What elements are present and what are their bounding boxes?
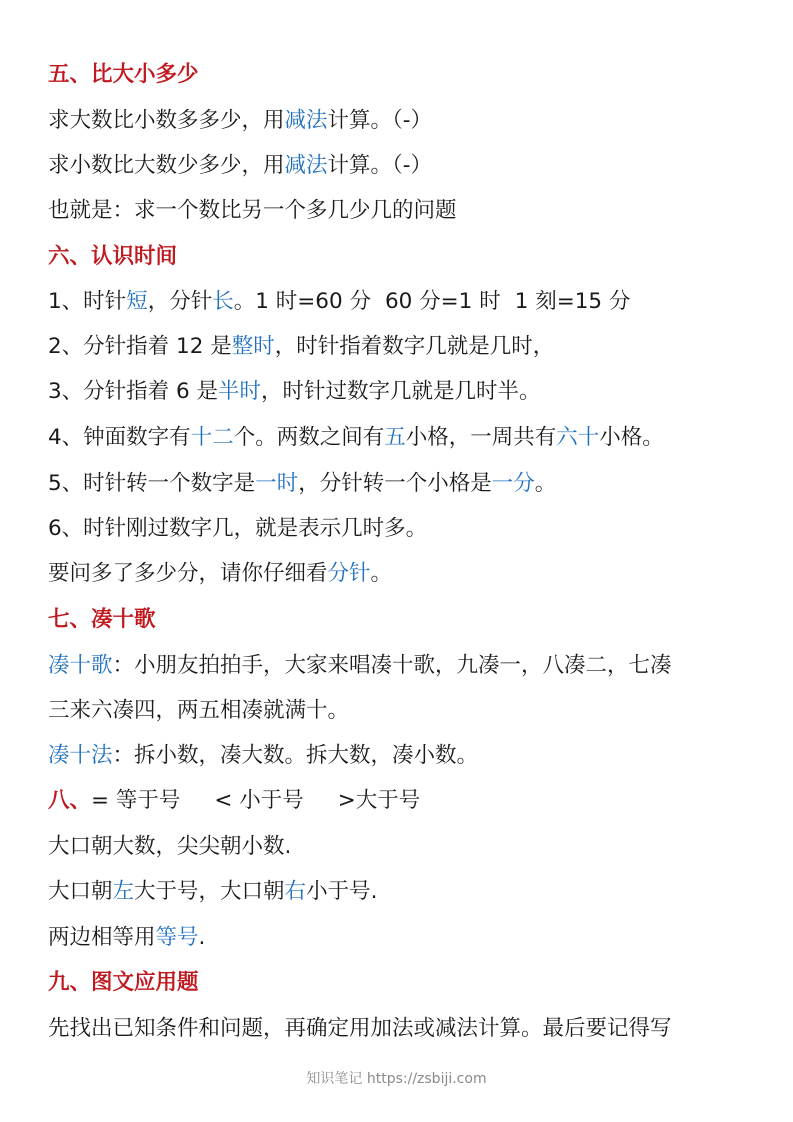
text: ：小朋友拍拍手，大家来唱凑十歌，九凑一，八凑二，七凑 [112,653,672,678]
heading-number: 八、 [48,788,92,813]
s5-line-3: 也就是：求一个数比另一个多几少几的问题 [48,198,457,223]
s8-line-3 [48,923,757,953]
highlight: 右 [284,879,307,904]
highlight: 六十 [556,425,600,450]
s8-line-1: 大口朝大数，尖尖朝小数. [48,834,292,859]
text: . [198,925,206,950]
s5-line-2 [48,151,757,181]
s6-line-4 [48,423,757,453]
text: 60 分=1 时 [384,289,501,314]
highlight: 半时 [218,379,262,404]
s6-line-3 [48,377,757,407]
highlight: 凑十法 [48,743,113,768]
highlight: 减法 [284,153,328,178]
text: < 小于号 [214,788,304,813]
s5-line-1 [48,106,757,136]
s6-line-5 [48,469,757,499]
s6-line-6: 6、时针刚过数字几，就是表示几时多。 [48,516,428,541]
highlight: 一分 [491,471,535,496]
text: ，时针指着数字几就是几时， [274,334,555,359]
highlight: 等号 [155,925,199,950]
highlight: 左 [112,879,135,904]
text: >大于号 [337,788,421,813]
text: 大于号，大口朝 [134,879,285,904]
section-5-heading: 五、比大小多少 [48,62,199,87]
highlight: 减法 [284,108,328,133]
highlight: 短 [126,289,148,314]
highlight: 分针 [327,561,371,586]
text: 1 刻=15 分 [514,289,631,314]
s6-line-7 [48,559,757,589]
text: ，时针过数字几就是几时半。 [261,379,541,404]
text: 。 [534,471,557,496]
highlight: 十二 [190,425,234,450]
highlight: 长 [212,289,234,314]
s6-line-2 [48,332,757,362]
text: 要问多了多少分，请你仔细看 [48,561,328,586]
text: 两边相等用 [48,925,156,950]
text: ：拆小数，凑大数。拆大数，凑小数。 [112,743,479,768]
section-9-heading: 九、图文应用题 [48,970,199,995]
s9-line-1: 先找出已知条件和问题，再确定用加法或减法计算。最后要记得写 [48,1016,672,1041]
text: 4、钟面数字有 [48,425,191,450]
text: 计算。（-） [327,153,433,178]
s8-line-2 [48,877,757,907]
s7-line-1 [48,651,757,681]
text: 5、时针转一个数字是 [48,471,256,496]
text: 。 [370,561,393,586]
text: 。1 时=60 分 [233,289,371,314]
section-8-heading [48,786,757,816]
highlight: 五 [384,425,406,450]
text: 求大数比小数多多少，用 [48,108,285,133]
text: 大口朝 [48,879,113,904]
text: 计算。（-） [327,108,433,133]
text: 1、时针 [48,289,127,314]
highlight: 一时 [255,471,299,496]
text: ，分针 [147,289,213,314]
text: = 等于号 [91,788,181,813]
s7-line-3 [48,741,757,771]
s7-line-2: 三来六凑四，两五相凑就满十。 [48,698,350,723]
text: 小格，一周共有 [405,425,557,450]
s6-line-1 [48,287,757,317]
text: 个。两数之间有 [233,425,385,450]
text: 3、分针指着 6 是 [48,379,219,404]
section-7-heading: 七、凑十歌 [48,607,156,632]
footer-watermark: 知识笔记 https://zsbiji.com [306,1071,487,1087]
text: 2、分针指着 12 是 [48,334,232,359]
text: 小于号. [306,879,378,904]
highlight: 整时 [231,334,275,359]
text: ，分针转一个小格是 [298,471,492,496]
section-6-heading: 六、认识时间 [48,244,178,269]
text: 小格。 [599,425,664,450]
highlight: 凑十歌 [48,653,113,678]
text: 求小数比大数少多少，用 [48,153,285,178]
